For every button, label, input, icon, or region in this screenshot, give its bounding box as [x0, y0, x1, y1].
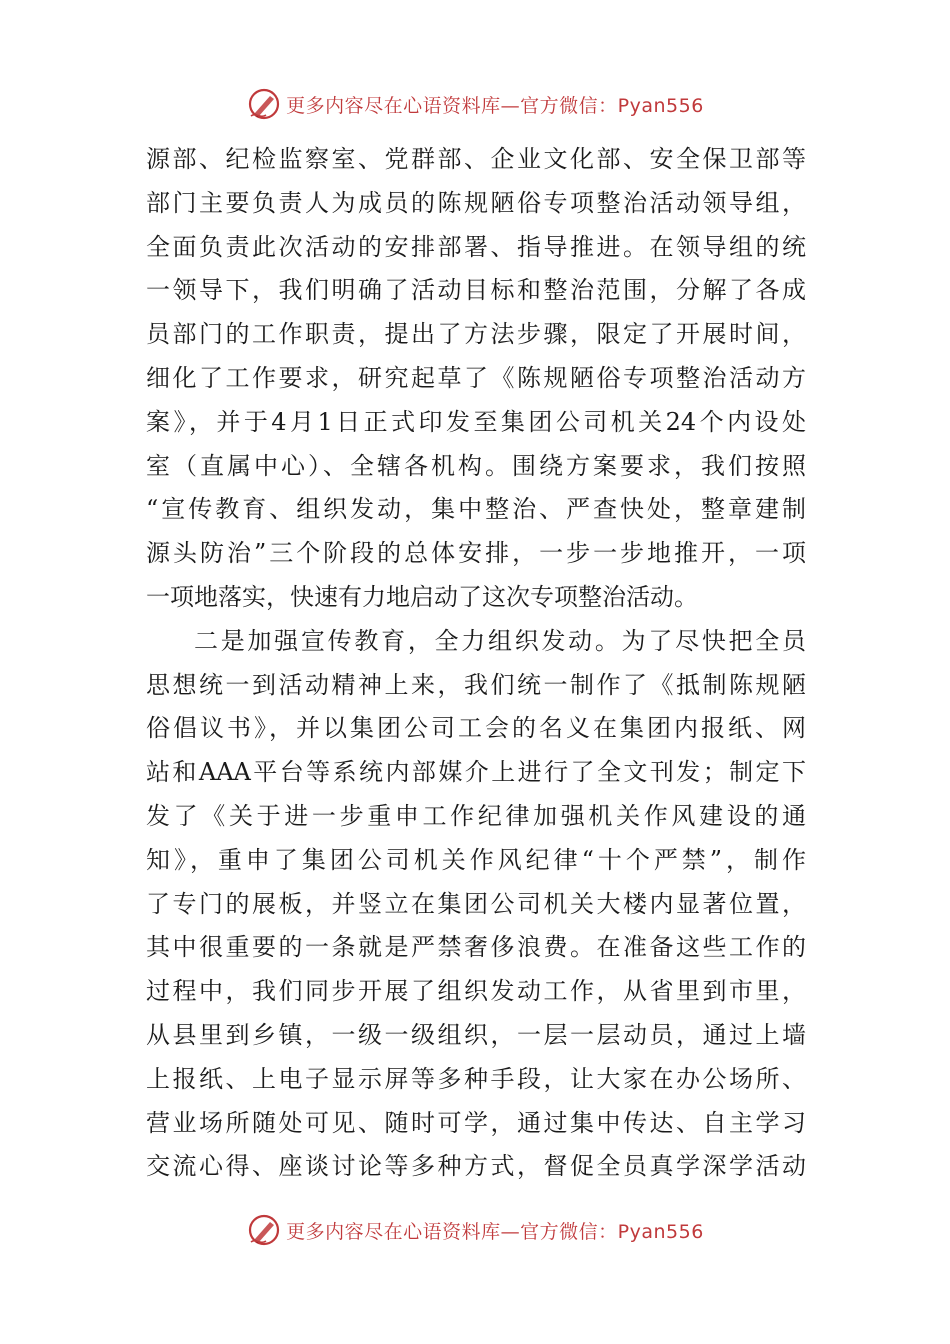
wechat-id: Pyan556 — [617, 1220, 704, 1243]
text-line: 案》，并于4月1日正式印发至集团公司机关24个内设处 — [146, 407, 806, 436]
paragraph-start-line: 二是加强宣传教育，全力组织发动。为了尽快把全员 — [194, 626, 806, 655]
document-body — [146, 138, 806, 1189]
text-line: 过程中，我们同步开展了组织发动工作，从省里到市里， — [146, 977, 806, 1006]
text-line: 俗倡议书》，并以集团公司工会的名义在集团内报纸、网 — [146, 714, 806, 743]
text-line: 从县里到乡镇，一级一级组织，一层一层动员，通过上墙 — [146, 1020, 806, 1049]
wechat-id: Pyan556 — [617, 94, 704, 117]
text-line: 细化了工作要求，研究起草了《陈规陋俗专项整治活动方 — [146, 363, 806, 392]
text-line: 一领导下，我们明确了活动目标和整治范围，分解了各成 — [146, 276, 806, 305]
text-line: “宣传教育、组织发动，集中整治、严查快处，整章建制 — [146, 495, 806, 524]
text-line: 了专门的展板，并竖立在集团公司机关大楼内显著位置， — [146, 889, 806, 918]
text-line: 员部门的工作职责，提出了方法步骤，限定了开展时间， — [146, 320, 806, 349]
header-watermark-banner — [0, 84, 950, 124]
text-line: 一项地落实，快速有力地启动了这次专项整治活动。 — [146, 582, 698, 611]
text-line: 发了《关于进一步重申工作纪律加强机关作风建设的通 — [146, 801, 806, 830]
text-line: 营业场所随处可见、随时可学，通过集中传达、自主学习 — [146, 1108, 806, 1137]
pen-logo-icon — [246, 1212, 282, 1248]
text-line: 部门主要负责人为成员的陈规陋俗专项整治活动领导组， — [146, 188, 806, 217]
pen-logo-icon — [246, 86, 282, 122]
text-line: 室（直属中心）、全辖各机构。围绕方案要求，我们按照 — [146, 451, 806, 480]
footer-watermark-banner — [0, 1210, 950, 1250]
text-line: 源头防治”三个阶段的总体安排，一步一步地推开，一项 — [146, 539, 806, 568]
text-line: 知》，重申了集团公司机关作风纪律“十个严禁”，制作 — [146, 845, 806, 874]
text-line: 全面负责此次活动的安排部署、指导推进。在领导组的统 — [146, 232, 806, 261]
text-line: 上报纸、上电子显示屏等多种手段，让大家在办公场所、 — [146, 1064, 806, 1093]
text-line: 站和AAA平台等系统内部媒介上进行了全文刊发；制定下 — [146, 758, 806, 787]
text-line: 交流心得、座谈讨论等多种方式，督促全员真学深学活动 — [146, 1152, 806, 1181]
text-line: 思想统一到活动精神上来，我们统一制作了《抵制陈规陋 — [146, 670, 806, 699]
watermark-text: 更多内容尽在心语资料库—官方微信：Pyan556 — [286, 1220, 704, 1243]
watermark-text: 更多内容尽在心语资料库—官方微信：Pyan556 — [286, 94, 704, 117]
text-line: 源部、纪检监察室、党群部、企业文化部、安全保卫部等 — [146, 145, 806, 173]
text-line: 其中很重要的一条就是严禁奢侈浪费。在准备这些工作的 — [146, 933, 806, 962]
